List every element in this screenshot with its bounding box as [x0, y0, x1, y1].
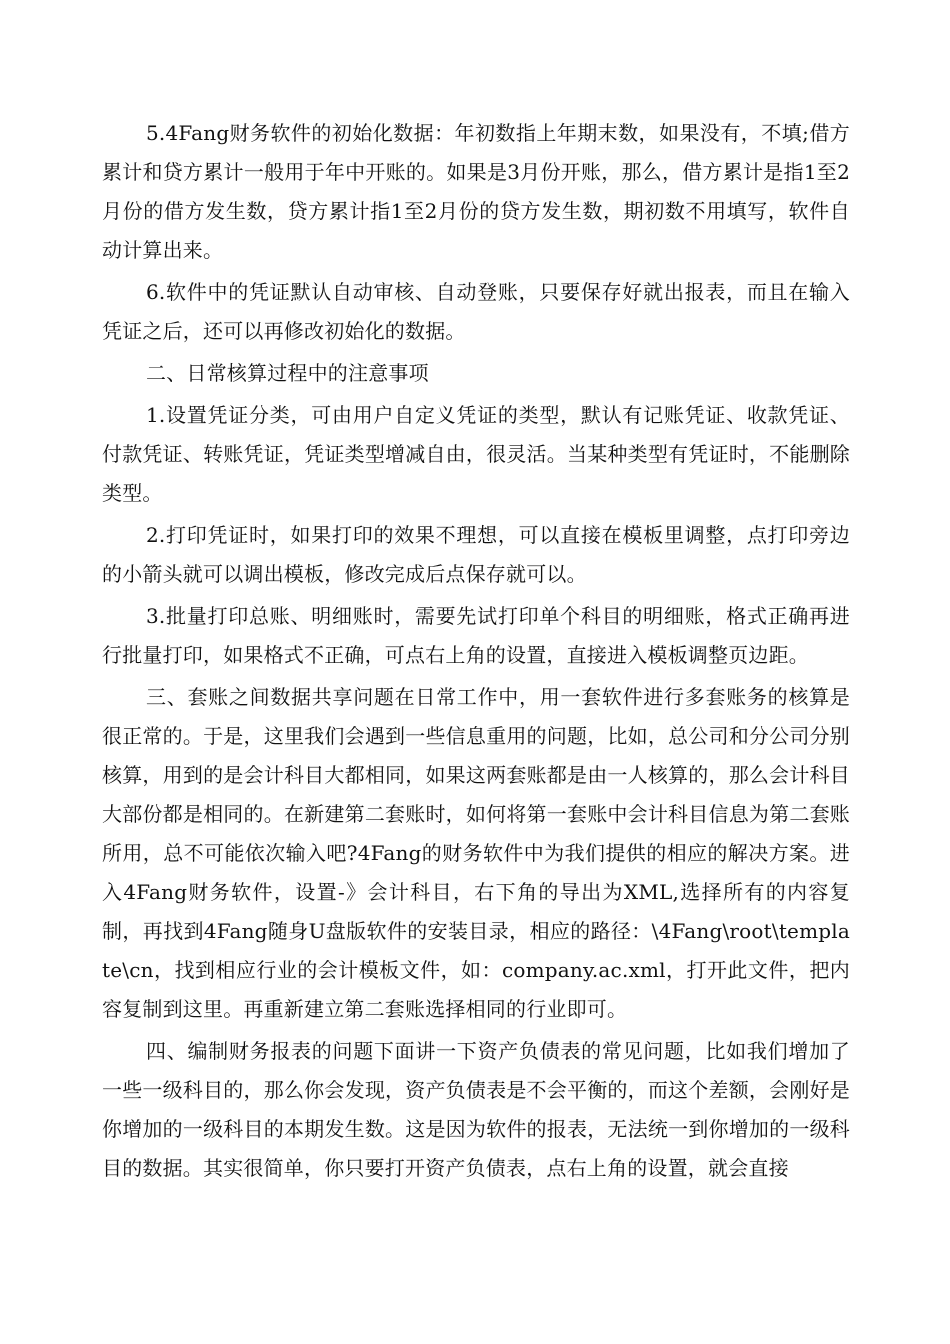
paragraph-voucher-category: 1.设置凭证分类，可由用户自定义凭证的类型，默认有记账凭证、收款凭证、付款凭证、转账凭证，凭证类型增减自由，很灵活。当某种类型有凭证时，不能删除类型。: [102, 403, 850, 505]
paragraph-voucher-default: 6.软件中的凭证默认自动审核、自动登账，只要保存好就出报表，而且在输入凭证之后，还可以再修改初始化的数据。: [102, 280, 850, 343]
paragraph-batch-print: 3.批量打印总账、明细账时，需要先试打印单个科目的明细账，格式正确再进行批量打印，如果格式不正确，可点右上角的设置，直接进入模板调整页边距。: [102, 604, 850, 667]
paragraph-initial-data: 5.4Fang财务软件的初始化数据：年初数指上年期末数，如果没有，不填;借方累计和贷方累计一般用于年中开账的。如果是3月份开账，那么，借方累计是指1至2月份的借方发生数，贷方累计指1至2月份的贷方发生数，期初数不用填写，软件自动计算出来。: [102, 121, 850, 262]
document-body: [102, 114, 850, 1191]
paragraph-print-voucher: 2.打印凭证时，如果打印的效果不理想，可以直接在模板里调整，点打印旁边的小箭头就可以调出模板，修改完成后点保存就可以。: [102, 523, 850, 586]
paragraph-financial-reports: 四、编制财务报表的问题下面讲一下资产负债表的常见问题，比如我们增加了一些一级科目的，那么你会发现，资产负债表是不会平衡的，而这个差额，会刚好是你增加的一级科目的本期发生数。这是因为软件的报表，无法统一到你增加的一级科目的数据。其实很简单，你只要打开资产负债表，点右上角的设置，就会直接: [102, 1039, 850, 1180]
paragraph-data-sharing: 三、套账之间数据共享问题在日常工作中，用一套软件进行多套账务的核算是很正常的。于是，这里我们会遇到一些信息重用的问题，比如，总公司和分公司分别核算，用到的是会计科目大都相同，如果这两套账都是由一人核算的，那么会计科目大部份都是相同的。在新建第二套账时，如何将第一套账中会计科目信息为第二套账所用，总不可能依次输入吧?4Fang的财务软件中为我们提供的相应的解决方案。进入4Fang财务软件，设置-》会计科目，右下角的导出为XML,选择所有的内容复制，再找到4Fang随身U盘版软件的安装目录，相应的路径：\4Fang\root\template\cn，找到相应行业的会计模板文件，如：company.ac.xml，打开此文件，把内容复制到这里。再重新建立第二套账选择相同的行业即可。: [102, 685, 850, 1021]
section-heading-daily-accounting: 二、日常核算过程中的注意事项: [146, 361, 429, 385]
